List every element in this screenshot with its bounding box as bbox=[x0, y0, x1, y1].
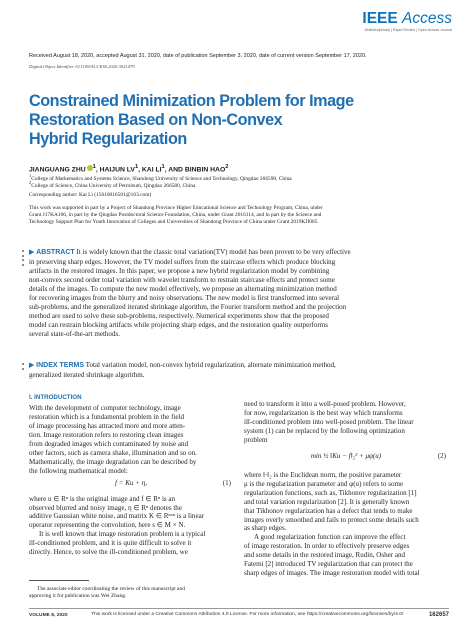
abstract-heading: ABSTRACT bbox=[36, 249, 75, 256]
doi-line[interactable]: Digital Object Identifier 10.1109/ACCESS.2020.3021479 bbox=[29, 64, 135, 69]
received-dates: Received August 18, 2020, accepted August 31, 2020, date of publication September 3, 2020, date of current version September 17, 2020. bbox=[29, 53, 367, 59]
abstract-line: several state-of-the-art methods. bbox=[29, 329, 120, 338]
author-affil-sup: 1 bbox=[134, 164, 139, 170]
equation-1: f = Ku + η, (1) bbox=[115, 478, 231, 487]
author-affil-sup: 2 bbox=[225, 164, 229, 170]
funding-statement: This work was supported in part by a Project of Shandong Province Higher Educational Science and Technology Program, China, under Grant J17KA166, in part by the Qingdao Postdoctoral Science Foundation, China, under Grant 2016114, and in part by the Science and Technology Support Plan for Youth Innovation of Colleges and Universities of Shandong Province of China under Grant 2019KJI005. bbox=[29, 205, 323, 225]
right-column: need to transform it into a well-posed problem. However, for now, regularization is the best way which transforms ill-conditioned problem into well-posed problem. The linear system (1) can be replaced by the following optimization problem min ½ ‖Ku − f‖₂² + μφ(u) (2) where ‖·‖₂ is the Euclidean norm, the positive parameter μ is the regularization parameter and φ(u) refers to some regularization functions, such as, Tikhonov regularization [1] and total variation regularization [2]. It is generally known that Tikhonov regularization has a defect that tends to make images overly smoothed and fails to protect some details such as sharp edges. A good regularization function can improve the effect of image restoration. In order to effectively preserve edges and some details in the restored image, Rudin, Osher and Fatemi [2] introduced TV regularization that can protect the sharp edges of images. The image restoration model with total bbox=[244, 400, 446, 578]
left-column: I. INTRODUCTION With the development of computer technology, image restoration which is a fundamental problem in the field of image processing has attracted more and more atten- tion. Image restoration refers to restoring clean images from degraded images which contaminated by noise and other factors, such as camera shake, illumination and so on. Mathematically, the image degradation can be described by the following mathematical model: f = Ku + η, (1) where u ∈ Rⁿ is the original image and f ∈ Rⁿ is an observed blurred and noisy image, η ∈ Rⁿ denotes the additive Gaussian white noise, and matrix K ∈ Rⁿˣⁿ is a linear operator representing the convolution, here s ∈ M × N. It is well known that image restoration problem is a typical ill-conditioned problem, and it is quite difficult to solve it directly. Hence, to solve the ill-conditioned problem, we bbox=[29, 394, 231, 557]
equation-2: min ½ ‖Ku − f‖₂² + μφ(u) (2) bbox=[310, 451, 446, 460]
journal-logo[interactable] bbox=[362, 11, 452, 32]
abstract-margin-marker bbox=[22, 250, 25, 268]
title-line: Hybrid Regularization bbox=[29, 130, 187, 148]
index-terms-margin-marker bbox=[22, 363, 25, 372]
volume-label: VOLUME 8, 2020 bbox=[29, 613, 68, 618]
author-name: , KAI LI bbox=[138, 166, 162, 174]
title-line: Restoration Based on Non-Convex bbox=[29, 111, 283, 129]
journal-tagline: Multidisciplinary | Rapid Review | Open Access Journal bbox=[364, 28, 452, 32]
triangle-icon: ▶ bbox=[29, 361, 35, 369]
logo-access-text: Access bbox=[402, 10, 452, 27]
title-line: Constrained Minimization Problem for Image bbox=[29, 92, 354, 110]
footnote-divider bbox=[29, 580, 89, 581]
abstract-block: ▶ ABSTRACT It is widely known that the classic total variation(TV) model has been proven to be very effective in preserving sharp edges. However, the TV model suffers from the staircase effects which produce blocking artifacts in the restored images. In this paper, we propose a new hybrid regularization model by combining non-convex second order total variation with wavelet transform to restrain staircase effects and protect some details of the images. To compute the new model effectively, we propose an alternating minimization method for recovering images from the blurry and noisy observations. The new model is first transformed into several sub-problems, and the generalized iterated shrinkage algorithm, the Fourier transform method and the projection method are used to solve these sub-problems, respectively. Numerical experiments show that the proposed model can restrain blocking artifacts while projecting sharp edges, and the restoration quality outperforms several state-of-the-art methods. bbox=[29, 248, 449, 339]
author-name: , AND BINBIN HAO bbox=[164, 166, 226, 174]
affiliation-2: $^2$College of Science, China University of Petroleum, Qingdao 266580, China bbox=[29, 180, 196, 189]
equation-number: (2) bbox=[437, 451, 446, 460]
abstract-line: in preserving sharp edges. However, the TV model suffers from the staircase effects which produce blocking bbox=[29, 257, 336, 266]
author-affil-sup: 1 bbox=[161, 164, 165, 170]
index-terms-heading: INDEX TERMS bbox=[36, 362, 84, 369]
author-name: , HAIJUN LV bbox=[95, 166, 135, 174]
section-heading: I. INTRODUCTION bbox=[29, 394, 82, 401]
author-affil-sup: 1 bbox=[92, 164, 96, 170]
abstract-line: for recovering images from the blurry and noisy observations. The new model is first transformed into several bbox=[29, 293, 340, 302]
abstract-line: details of the images. To compute the new model effectively, we propose an alternating minimization method bbox=[29, 284, 337, 293]
author-name: JIANGUANG ZHU bbox=[29, 166, 86, 174]
triangle-icon: ▶ bbox=[29, 248, 35, 256]
page-number: 162657 bbox=[428, 612, 449, 618]
logo-ieee-text: IEEE bbox=[362, 10, 398, 27]
abstract-line: method are used to solve these sub-problems, respectively. Numerical experiments show that the proposed bbox=[29, 311, 329, 320]
corresponding-author: Corresponding author: Kai Li (15610016501@163.com) bbox=[29, 192, 152, 198]
footer-divider bbox=[29, 608, 449, 609]
abstract-line: artifacts in the restored images. In this paper, we propose a new hybrid regularization model by combining bbox=[29, 266, 330, 275]
affiliation-1: $^1$College of Mathematics and Systems Science, Shandong University of Science and Technology, Qingdao 266590, China bbox=[29, 173, 292, 182]
page-footer bbox=[29, 612, 449, 622]
abstract-line: non-convex second order total variation with wavelet transform to restrain staircase effects and protect some bbox=[29, 275, 335, 284]
license-text[interactable]: This work is licensed under a Creative Commons Attribution 4.0 License. For more information, see https://creativecommons.org/licenses/by/4.0/ bbox=[91, 612, 404, 617]
abstract-line: model can restrain blocking artifacts while projecting sharp edges, and the restoration quality outperforms bbox=[29, 320, 329, 329]
paper-title bbox=[29, 92, 409, 149]
index-terms-block: ▶ INDEX TERMS Total variation model, non-convex hybrid regularization, alternate minimization method, generalized iterated shrinkage algorithm. bbox=[29, 361, 336, 379]
author-list bbox=[29, 164, 228, 173]
abstract-line: sub-problems, and the generalized iterated shrinkage algorithm, the Fourier transform method and the projection bbox=[29, 302, 347, 311]
editor-footnote: The associate editor coordinating the review of this manuscript and approving it for publication was Wei Zhang. bbox=[29, 586, 185, 599]
equation-number: (1) bbox=[222, 478, 231, 487]
